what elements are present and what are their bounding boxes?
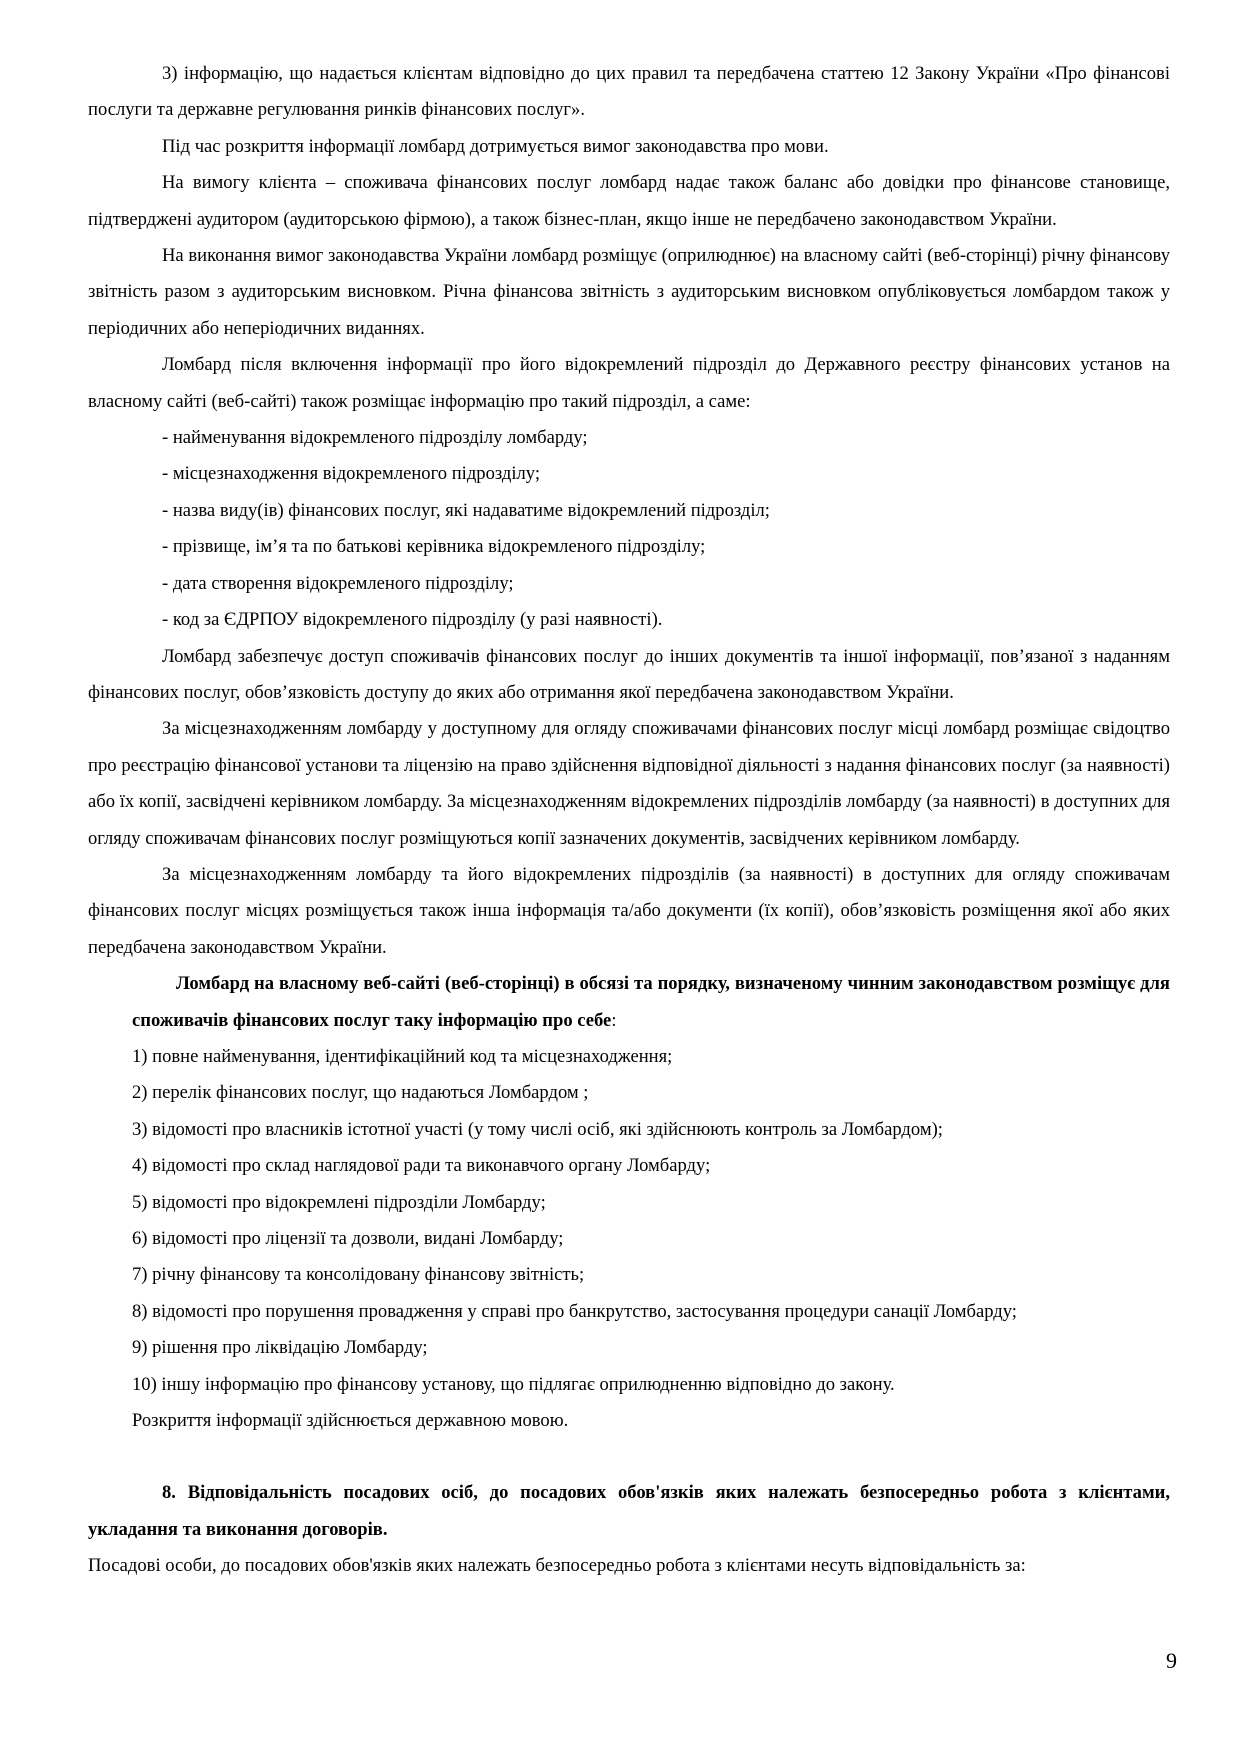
numbered-item: 3) відомості про власників істотної участі (у тому числі осіб, які здійснюють контроль за Ломбардом); (132, 1118, 943, 1140)
website-info-heading-colon: : (611, 1009, 617, 1031)
bullet-item: - назва виду(ів) фінансових послуг, які надаватиме відокремлений підрозділ; (162, 499, 770, 521)
numbered-item: 8) відомості про порушення провадження у справі про банкрутство, застосування процедури санації Ломбарду; (132, 1300, 1017, 1322)
document-page (88, 56, 1170, 1585)
paragraph-balance-request: На вимогу клієнта – споживача фінансових послуг ломбард надає також баланс або довідки про фінансове становище, підтверджені аудитором (аудиторською фірмою), а також бізнес-план, якщо інше не передбачено законодавством України. (88, 172, 1170, 230)
paragraph-branch-info: Ломбард після включення інформації про його відокремлений підрозділ до Державного реєстру фінансових установ на власному сайті (веб-сайті) також розміщає інформацію про такий підрозділ, а саме: (88, 354, 1170, 412)
paragraph-document-access: Ломбард забезпечує доступ споживачів фінансових послуг до інших документів та іншої інформації, пов’язаної з наданням фінансових послуг, обов’язковість доступу до яких або отримання якої передбачена законодавством України. (88, 645, 1170, 703)
numbered-item: 1) повне найменування, ідентифікаційний код та місцезнаходження; (132, 1045, 673, 1067)
section-8-text: Посадові особи, до посадових обов'язків яких належать безпосередньо робота з клієнтами несуть відповідальність за: (88, 1555, 1026, 1577)
bullet-item: - найменування відокремленого підрозділу ломбарду; (162, 427, 588, 449)
website-info-heading (88, 966, 1170, 1039)
numbered-item: 9) рішення про ліквідацію Ломбарду; (132, 1337, 428, 1359)
numbered-item: 7) річну фінансову та консолідовану фінансову звітність; (132, 1264, 585, 1286)
paragraph-other-info: За місцезнаходженням ломбарду та його відокремлених підрозділів (за наявності) в доступних для огляду споживачам фінансових послуг місцях розміщується також інша інформація та/або документи (їх копії), обов’язковість розміщення якої або яких передбачена законодавством України. (88, 863, 1170, 958)
paragraph-annual-report: На виконання вимог законодавства України ломбард розміщує (оприлюднює) на власному сайті (веб-сторінці) річну фінансову звітність разом з аудиторським висновком. Річна фінансова звітність з аудиторським висновком опубліковується ломбардом також у періодичних або неперіодичних виданнях. (88, 245, 1170, 339)
numbered-item: 6) відомості про ліцензії та дозволи, видані Ломбарду; (132, 1228, 564, 1249)
numbered-item: 2) перелік фінансових послуг, що надаються Ломбардом ; (132, 1082, 589, 1104)
paragraph-info-item-3: 3) інформацію, що надається клієнтам відповідно до цих правил та передбачена статтею 12 Закону України «Про фінансові послуги та державне регулювання ринків фінансових послуг». (88, 63, 1170, 121)
bullet-item: - прізвище, ім’я та по батькові керівника відокремленого підрозділу; (162, 536, 706, 558)
bullet-item: - дата створення відокремленого підрозділу; (162, 572, 514, 594)
section-spacer (88, 1439, 1170, 1475)
bullet-item: - місцезнаходження відокремленого підрозділу; (162, 463, 541, 485)
section-8-heading: 8. Відповідальність посадових осіб, до посадових обов'язків яких належать безпосередньо робота з клієнтами, укладання та виконання договорів. (88, 1482, 1170, 1540)
bullet-item: - код за ЄДРПОУ відокремленого підрозділу (у разі наявності). (162, 609, 663, 631)
numbered-item: 5) відомості про відокремлені підрозділи Ломбарду; (132, 1191, 546, 1213)
language-note: Розкриття інформації здійснюється державною мовою. (132, 1410, 569, 1432)
page-number: 9 (1166, 1648, 1177, 1673)
paragraph-license-display: За місцезнаходженням ломбарду у доступному для огляду споживачами фінансових послуг місці ломбард розміщає свідоцтво про реєстрацію фінансової установи та ліцензію на право здійснення відповідної діяльності з надання фінансових послуг (за наявності) або їх копії, засвідчені керівником ломбарду. За місцезнаходженням відокремлених підрозділів ломбарду (за наявності) в доступних для огляду споживачам фінансових послуг розміщуються копії зазначених документів, засвідчених керівником ломбарду. (88, 718, 1170, 849)
paragraph-language-requirements: Під час розкриття інформації ломбард дотримується вимог законодавства про мови. (162, 135, 829, 157)
website-info-heading-text: Ломбард на власному веб-сайті (веб-сторінці) в обсязі та порядку, визначеному чинним законодавством розміщує для споживачів фінансових послуг таку інформацію про себе (132, 973, 1170, 1031)
numbered-item: 4) відомості про склад наглядової ради та виконавчого органу Ломбарду; (132, 1155, 711, 1177)
numbered-item: 10) іншу інформацію про фінансову установу, що підлягає оприлюдненню відповідно до закону. (132, 1373, 895, 1395)
